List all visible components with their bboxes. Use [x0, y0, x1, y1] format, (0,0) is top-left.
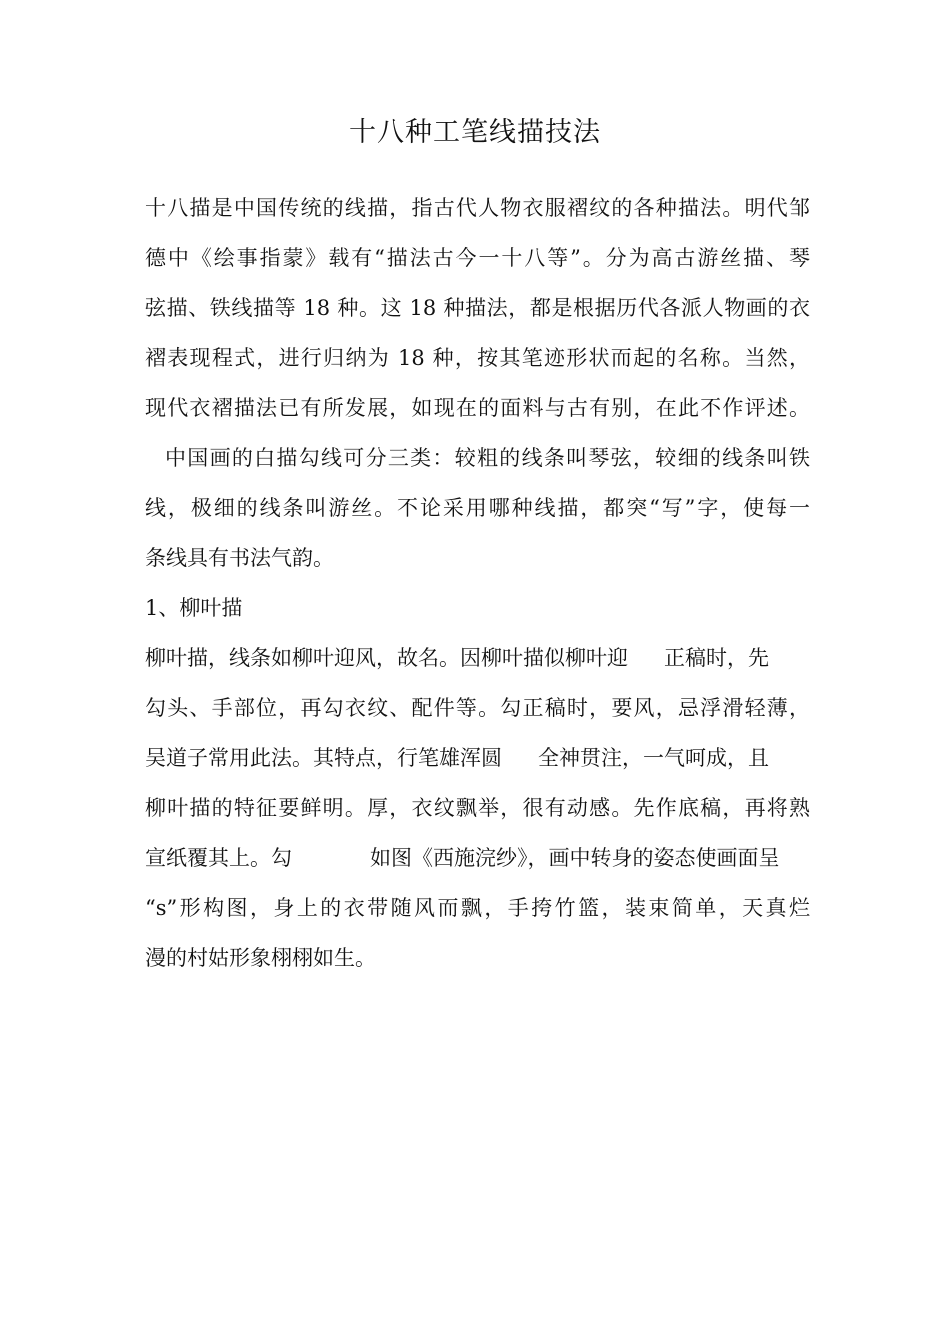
- paragraph-segment: 全神贯注，一气呵成，且: [538, 746, 769, 770]
- paragraph-segment: 宣纸覆其上。勾: [145, 846, 292, 870]
- paragraph-line: “s”形构图，身上的衣带随风而飘，手挎竹篮，装束简单，天真烂: [145, 896, 810, 920]
- document-title: 十八种工笔线描技法: [349, 117, 601, 148]
- paragraph-line: 十八描是中国传统的线描，指古代人物衣服褶纹的各种描法。明代邹: [145, 196, 810, 220]
- paragraph-line: 线，极细的线条叫游丝。不论采用哪种线描，都突“写”字，使每一: [145, 496, 810, 520]
- paragraph-segment: 如图《西施浣纱》，画中转身的姿态使画面呈: [370, 846, 780, 870]
- paragraph-segment: 吴道子常用此法。其特点，行笔雄浑圆: [145, 746, 502, 770]
- section-heading: 1、柳叶描: [145, 596, 243, 620]
- paragraph-line: [145, 738, 810, 778]
- paragraph-line: 现代衣褶描法已有所发展，如现在的面料与古有别，在此不作评述。: [145, 396, 810, 420]
- paragraph-segment: 柳叶描，线条如柳叶迎风，故名。因柳叶描似柳叶迎: [145, 646, 628, 670]
- paragraph-line: 褶表现程式，进行归纳为 18 种，按其笔迹形状而起的名称。当然，: [145, 346, 810, 370]
- paragraph-line: 条线具有书法气韵。: [145, 546, 334, 570]
- paragraph-line: 勾头、手部位，再勾衣纹、配件等。勾正稿时，要风，忌浮滑轻薄，: [145, 696, 810, 720]
- paragraph-line: 德中《绘事指蒙》载有“描法古今一十八等”。分为高古游丝描、琴: [145, 246, 810, 270]
- paragraph-segment: 正稿时，先: [664, 646, 769, 670]
- paragraph-line: 弦描、铁线描等 18 种。这 18 种描法，都是根据历代各派人物画的衣: [145, 296, 810, 320]
- paragraph-line: 柳叶描的特征要鲜明。厚，衣纹飘举，很有动感。先作底稿，再将熟: [145, 796, 810, 820]
- paragraph-line: 中国画的白描勾线可分三类：较粗的线条叫琴弦，较细的线条叫铁: [165, 446, 810, 470]
- paragraph-line: [145, 838, 810, 878]
- paragraph-line: 漫的村姑形象栩栩如生。: [145, 946, 376, 970]
- paragraph-line: [145, 638, 810, 678]
